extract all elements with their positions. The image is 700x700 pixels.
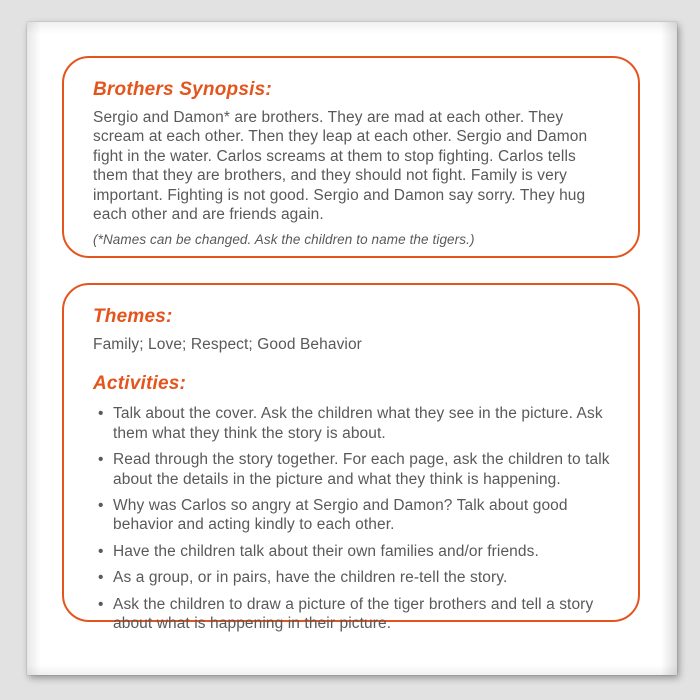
activity-item — [98, 450, 611, 489]
activity-item — [98, 404, 611, 443]
bullet-icon: • — [98, 569, 104, 587]
bullet-icon: • — [98, 405, 104, 423]
themes-body: Family; Love; Respect; Good Behavior — [93, 336, 362, 353]
bullet-icon: • — [98, 451, 104, 469]
themes-activities-box — [62, 283, 640, 633]
activity-item-text: Ask the children to draw a picture of the tiger brothers and tell a story about what is happening in their picture. — [113, 595, 594, 633]
synopsis-body: Sergio and Damon* are brothers. They are mad at each other. They scream at each other. Then they leap at each other. Sergio and Damon fight in the water. Carlos screams at them to stop fighting. Carlos tells them that they are brothers, and they should not fight. Family is very important. Fighting is not good. Sergio and Damon say sorry. They hug each other and are friends again. — [93, 109, 588, 224]
synopsis-box — [62, 56, 640, 258]
bullet-icon: • — [98, 497, 104, 515]
bullet-icon: • — [98, 542, 104, 560]
activity-item — [98, 542, 611, 561]
activity-item — [98, 496, 611, 535]
activity-item — [98, 595, 611, 634]
synopsis-heading: Brothers Synopsis: — [93, 79, 272, 100]
activity-item-text: As a group, or in pairs, have the children re-tell the story. — [113, 569, 508, 587]
synopsis-footnote: (*Names can be changed. Ask the children to name the tigers.) — [93, 232, 475, 248]
activities-list — [93, 404, 611, 633]
bullet-icon: • — [98, 595, 104, 613]
themes-heading: Themes: — [93, 306, 173, 327]
activity-item-text: Have the children talk about their own families and/or friends. — [113, 542, 539, 560]
activity-item-text: Read through the story together. For each page, ask the children to talk about the details in the picture and what they think is happening. — [113, 451, 610, 488]
activity-item-text: Talk about the cover. Ask the children what they see in the picture. Ask them what they think the story is about. — [113, 405, 603, 442]
activities-heading: Activities: — [93, 373, 187, 395]
activity-item-text: Why was Carlos so angry at Sergio and Damon? Talk about good behavior and acting kindly to each other. — [113, 497, 568, 534]
document-page — [27, 22, 677, 675]
activity-item — [98, 568, 611, 587]
